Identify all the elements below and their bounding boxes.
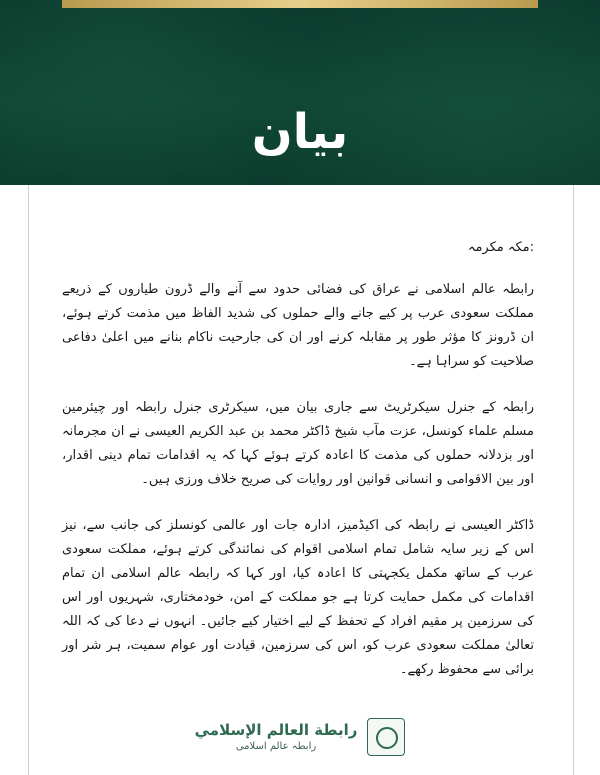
statement-body <box>62 236 534 704</box>
mwl-emblem-icon <box>367 718 405 756</box>
dateline: :مکہ مکرمہ <box>467 240 534 255</box>
paragraph-2: رابطہ کے جنرل سیکرٹریٹ سے جاری بیان میں، سیکرٹری جنرل رابطہ اور چیئرمین مسلم علماء کونسل، عزت مآب شیخ ڈاکٹر محمد بن عبد الکریم العیسی نے ان مجرمانہ اور بزدلانہ حملوں کی مذمت کا اعادہ کرتے ہوئے کہا کہ یہ اقدامات تمام دینی اقدار، اور بین الاقوامی و انسانی قوانین اور روایات کی صریح خلاف ورزی ہیں۔ <box>62 400 534 487</box>
footer-logo <box>0 712 600 762</box>
paragraph-3: ڈاکٹر العیسی نے رابطہ کی اکیڈمیز، ادارہ جات اور عالمی کونسلز کی جانب سے، نیز اس کے زیر سایہ شامل تمام اسلامی اقوام کی نمائندگی کرتے ہوئے، مملکت سعودی عرب کے ساتھ مکمل یکجہتی کا اعادہ کیا، اور کہا کہ رابطہ عالم اسلامی ان تمام اقدامات کی مکمل حمایت کرتا ہے جو مملکت کے امن، خودمختاری، شہریوں اور اس کی سرزمین پر مقیم افراد کے تحفظ کے لیے اختیار کیے جائیں۔ انہوں نے دعا کی کہ اللہ تعالیٰ مملکت سعودی عرب کو، اس کی سرزمین، قیادت اور عوام سمیت، ہر شر اور برائی سے محفوظ رکھے۔ <box>62 518 534 677</box>
gold-accent-bar <box>62 0 538 8</box>
logo-text <box>195 720 358 754</box>
header-banner <box>0 0 600 185</box>
page-title: بیان <box>251 104 349 160</box>
logo-arabic-name: رابطة العالم الإسلامي <box>194 721 358 739</box>
logo-urdu-name: رابطہ عالم اسلامی <box>235 741 317 752</box>
paragraph-1: رابطہ عالم اسلامی نے عراق کی فضائی حدود سے آنے والے ڈرون طیاروں کے ذریعے مملکت سعودی عرب پر کیے جانے والے حملوں کی شدید الفاظ میں مذمت کرتے ہوئے، ان ڈرونز کا مؤثر طور پر مقابلہ کرنے اور ان کی جارحیت ناکام بنانے میں اعلیٰ دفاعی صلاحیت کو سراہا ہے۔ <box>62 282 534 369</box>
